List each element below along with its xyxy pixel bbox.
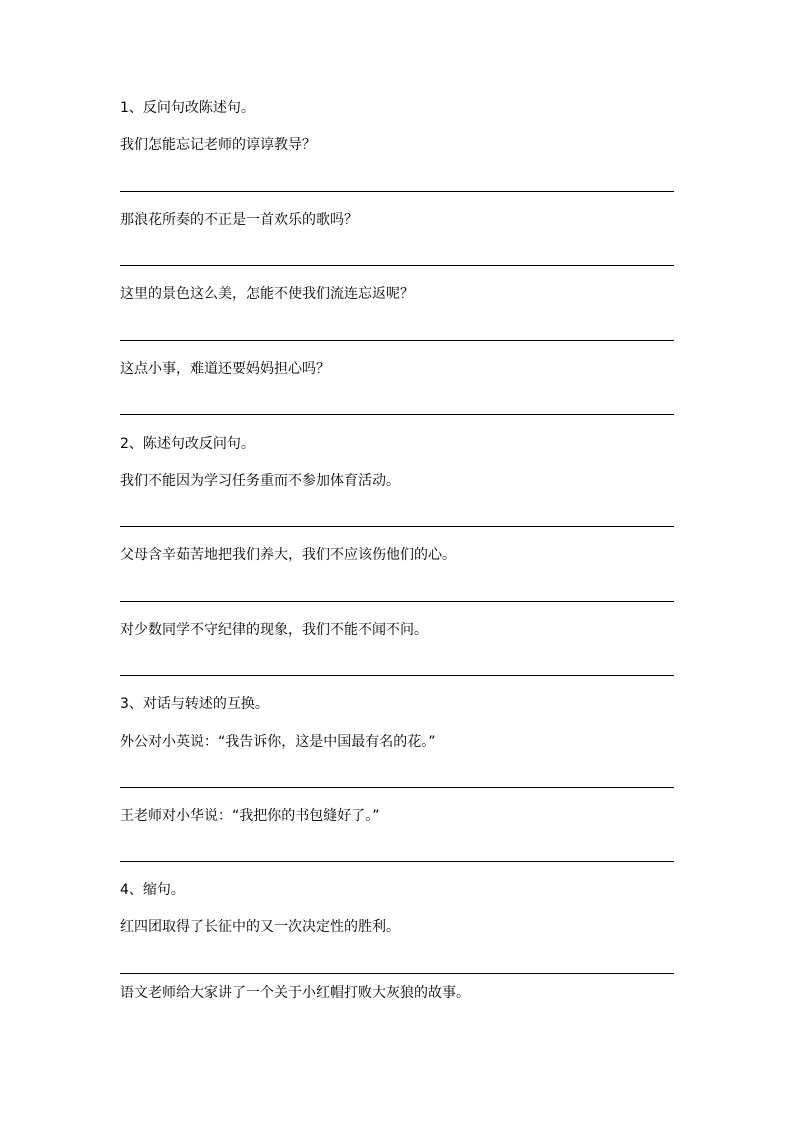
answer-line[interactable] bbox=[120, 414, 674, 415]
question-2-3: 对少数同学不守纪律的现象，我们不能不闻不问。 bbox=[120, 622, 428, 638]
answer-line[interactable] bbox=[120, 340, 674, 341]
answer-line[interactable] bbox=[120, 601, 674, 602]
question-1-3: 这里的景色这么美，怎能不使我们流连忘返呢？ bbox=[120, 286, 414, 302]
question-3-1: 外公对小英说：“我告诉你，这是中国最有名的花。” bbox=[120, 734, 436, 750]
answer-line[interactable] bbox=[120, 191, 674, 192]
question-1-4: 这点小事，难道还要妈妈担心吗？ bbox=[120, 361, 330, 377]
question-1-1: 我们怎能忘记老师的谆谆教导？ bbox=[120, 137, 316, 153]
section-3-heading: 3、对话与转述的互换。 bbox=[120, 696, 269, 712]
section-1-heading: 1、反问句改陈述句。 bbox=[120, 100, 255, 116]
question-2-2: 父母含辛茹苦地把我们养大，我们不应该伤他们的心。 bbox=[120, 547, 456, 563]
section-2-heading: 2、陈述句改反问句。 bbox=[120, 436, 255, 452]
question-4-1: 红四团取得了长征中的又一次决定性的胜利。 bbox=[120, 919, 400, 935]
question-2-1: 我们不能因为学习任务重而不参加体育活动。 bbox=[120, 473, 400, 489]
section-4-heading: 4、缩句。 bbox=[120, 882, 185, 898]
answer-line[interactable] bbox=[120, 526, 674, 527]
answer-line[interactable] bbox=[120, 265, 674, 266]
answer-line[interactable] bbox=[120, 675, 674, 676]
answer-line[interactable] bbox=[120, 973, 674, 974]
answer-line[interactable] bbox=[120, 861, 674, 862]
answer-line[interactable] bbox=[120, 787, 674, 788]
question-4-2: 语文老师给大家讲了一个关于小红帽打败大灰狼的故事。 bbox=[120, 985, 470, 1001]
question-1-2: 那浪花所奏的不正是一首欢乐的歌吗？ bbox=[120, 212, 358, 228]
question-3-2: 王老师对小华说：“我把你的书包缝好了。” bbox=[120, 808, 380, 824]
